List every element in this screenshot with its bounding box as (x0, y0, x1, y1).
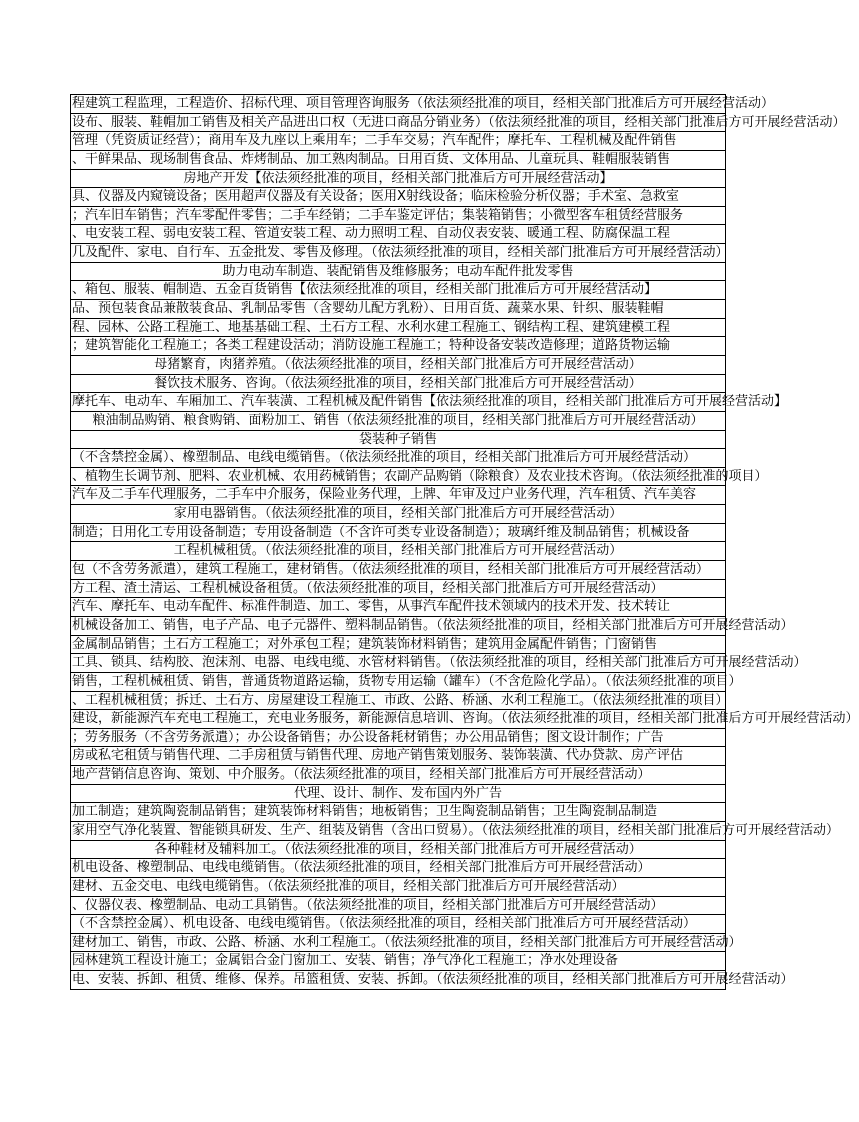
table-row: 几及配件、家电、自行车、五金批发、零售及修理。（依法须经批准的项目，经相关部门批准后方可开展经营活动） (71, 244, 725, 263)
table-row: 汽车、摩托车、电动车配件、标准件制造、加工、零售，从事汽车配件技术领域内的技术开发、技术转让 (71, 598, 725, 617)
table-row: 各种鞋材及辅料加工。（依法须经批准的项目，经相关部门批准后方可开展经营活动） (71, 841, 725, 860)
table-row: 方工程、渣土清运、工程机械设备租赁。（依法须经批准的项目，经相关部门批准后方可开展经营活动） (71, 580, 725, 599)
table-row: 品、预包装食品兼散装食品、乳制品零售（含婴幼儿配方乳粉）、日用百货、蔬菜水果、针织、服装鞋帽 (71, 300, 725, 319)
table-row: 工程机械租赁。（依法须经批准的项目，经相关部门批准后方可开展经营活动） (71, 542, 725, 561)
table-row: 程、园林、公路工程施工、地基基础工程、土石方工程、水利水建工程施工、钢结构工程、建筑建模工程 (71, 319, 725, 338)
table-row: 、工程机械租赁；拆迁、土石方、房屋建设工程施工、市政、公路、桥涵、水利工程施工。（依法须经批准的项目） (71, 692, 725, 711)
table-row: 地产营销信息咨询、策划、中介服务。（依法须经批准的项目，经相关部门批准后方可开展经营活动） (71, 766, 725, 785)
table-row: （不含禁控金属）、橡塑制品、电线电缆销售。（依法须经批准的项目，经相关部门批准后方可开展经营活动） (71, 449, 725, 468)
table-row: 机械设备加工、销售，电子产品、电子元器件、塑料制品销售。（依法须经批准的项目，经相关部门批准后方可开展经营活动） (71, 617, 725, 636)
table-row: 销售，工程机械租赁、销售，普通货物道路运输，货物专用运输（罐车）（不含危险化学品）。（依法须经批准的项目） (71, 673, 725, 692)
table-row: 金属制品销售；土石方工程施工；对外承包工程；建筑装饰材料销售；建筑用金属配件销售；门窗销售 (71, 636, 725, 655)
table-row: ；汽车旧车销售；汽车零配件零售；二手车经销；二手车鉴定评估；集装箱销售；小微型客车租赁经营服务 (71, 207, 725, 226)
table-row: 具、仪器及内窥镜设备；医用超声仪器及有关设备；医用X射线设备；临床检验分析仪器；手术室、急救室 (71, 188, 725, 207)
table-row: 袋装种子销售 (71, 431, 725, 450)
table-row: 制造；日用化工专用设备制造；专用设备制造（不含许可类专业设备制造）；玻璃纤维及制品销售；机械设备 (71, 524, 725, 543)
table-row: 餐饮技术服务、咨询。（依法须经批准的项目，经相关部门批准后方可开展经营活动） (71, 375, 725, 394)
table-row: 助力电动车制造、装配销售及维修服务；电动车配件批发零售 (71, 263, 725, 282)
table-row: ；劳务服务（不含劳务派遣）；办公设备销售；办公设备耗材销售；办公用品销售；图文设计制作；广告 (71, 729, 725, 748)
table-row: 母猪繁育，肉猪养殖。（依法须经批准的项目，经相关部门批准后方可开展经营活动） (71, 356, 725, 375)
table-row: 加工制造；建筑陶瓷制品销售；建筑装饰材料销售；地板销售；卫生陶瓷制品销售；卫生陶瓷制品制造 (71, 803, 725, 822)
table-row: 房地产开发【依法须经批准的项目，经相关部门批准后方可开展经营活动】 (71, 170, 725, 189)
table-row: 摩托车、电动车、车厢加工、汽车装潢、工程机械及配件销售【依法须经批准的项目，经相关部门批准后方可开展经营活动】 (71, 393, 725, 412)
table-row: 、仪器仪表、橡塑制品、电动工具销售。（依法须经批准的项目，经相关部门批准后方可开展经营活动） (71, 897, 725, 916)
table-row: 建材、五金交电、电线电缆销售。（依法须经批准的项目，经相关部门批准后方可开展经营活动） (71, 878, 725, 897)
table-row: 建材加工、销售，市政、公路、桥涵、水利工程施工。（依法须经批准的项目，经相关部门批准后方可开展经营活动） (71, 934, 725, 953)
table-row: 、干鲜果品、现场制售食品、炸烤制品、加工熟肉制品。日用百货、文体用品、儿童玩具、鞋帽服装销售 (71, 151, 725, 170)
table-row: 家用电器销售。（依法须经批准的项目，经相关部门批准后方可开展经营活动） (71, 505, 725, 524)
table-row: 工具、锁具、结构胶、泡沫剂、电器、电线电缆、水管材料销售。（依法须经批准的项目，经相关部门批准后方可开展经营活动） (71, 654, 725, 673)
table-row: 设布、服装、鞋帽加工销售及相关产品进出口权（无进口商品分销业务）（依法须经批准的项目，经相关部门批准后方可开展经营活动） (71, 114, 725, 133)
table-row: （不含禁控金属）、机电设备、电线电缆销售。（依法须经批准的项目，经相关部门批准后方可开展经营活动） (71, 915, 725, 934)
table-row: 、植物生长调节剂、肥料、农业机械、农用药械销售；农副产品购销（除粮食）及农业技术咨询。（依法须经批准的项目） (71, 468, 725, 487)
table-row: 机电设备、橡塑制品、电线电缆销售。（依法须经批准的项目，经相关部门批准后方可开展经营活动） (71, 859, 725, 878)
table-row: 代理、设计、制作、发布国内外广告 (71, 785, 725, 804)
table-row: 电、安装、拆卸、租赁、维修、保养。吊篮租赁、安装、拆卸。（依法须经批准的项目，经相关部门批准后方可开展经营活动） (71, 971, 725, 990)
table-row: 管理（凭资质证经营）；商用车及九座以上乘用车；二手车交易；汽车配件；摩托车、工程机械及配件销售 (71, 132, 725, 151)
table-row: 包（不含劳务派遣），建筑工程施工，建材销售。（依法须经批准的项目，经相关部门批准后方可开展经营活动） (71, 561, 725, 580)
table-row: 家用空气净化装置、智能锁具研发、生产、组装及销售（含出口贸易）。（依法须经批准的项目，经相关部门批准后方可开展经营活动） (71, 822, 725, 841)
table-row: 园林建筑工程设计施工；金属铝合金门窗加工、安装、销售；净气净化工程施工；净水处理设备 (71, 952, 725, 971)
business-scope-table (70, 94, 859, 990)
table-row: 建设，新能源汽车充电工程施工，充电业务服务，新能源信息培训、咨询。（依法须经批准的项目，经相关部门批准后方可开展经营活动） (71, 710, 725, 729)
table-row: 、电安装工程、弱电安装工程、管道安装工程、动力照明工程、自动仪表安装、暖通工程、防腐保温工程 (71, 225, 725, 244)
table-row: 程建筑工程监理，工程造价、招标代理、项目管理咨询服务（依法须经批准的项目，经相关部门批准后方可开展经营活动） (71, 95, 725, 114)
table-row: 汽车及二手车代理服务，二手车中介服务，保险业务代理，上牌、年审及过户业务代理，汽车租赁、汽车美容 (71, 486, 725, 505)
table-row: 、箱包、服装、帽制造、五金百货销售【依法须经批准的项目，经相关部门批准后方可开展经营活动】 (71, 281, 725, 300)
table-row: 粮油制品购销、粮食购销、面粉加工、销售（依法须经批准的项目，经相关部门批准后方可开展经营活动） (71, 412, 725, 431)
table-row: ；建筑智能化工程施工；各类工程建设活动；消防设施工程施工；特种设备安装改造修理；道路货物运输 (71, 337, 725, 356)
table-row: 房或私宅租赁与销售代理、二手房租赁与销售代理、房地产销售策划服务、装饰装潢、代办贷款、房产评估 (71, 747, 725, 766)
